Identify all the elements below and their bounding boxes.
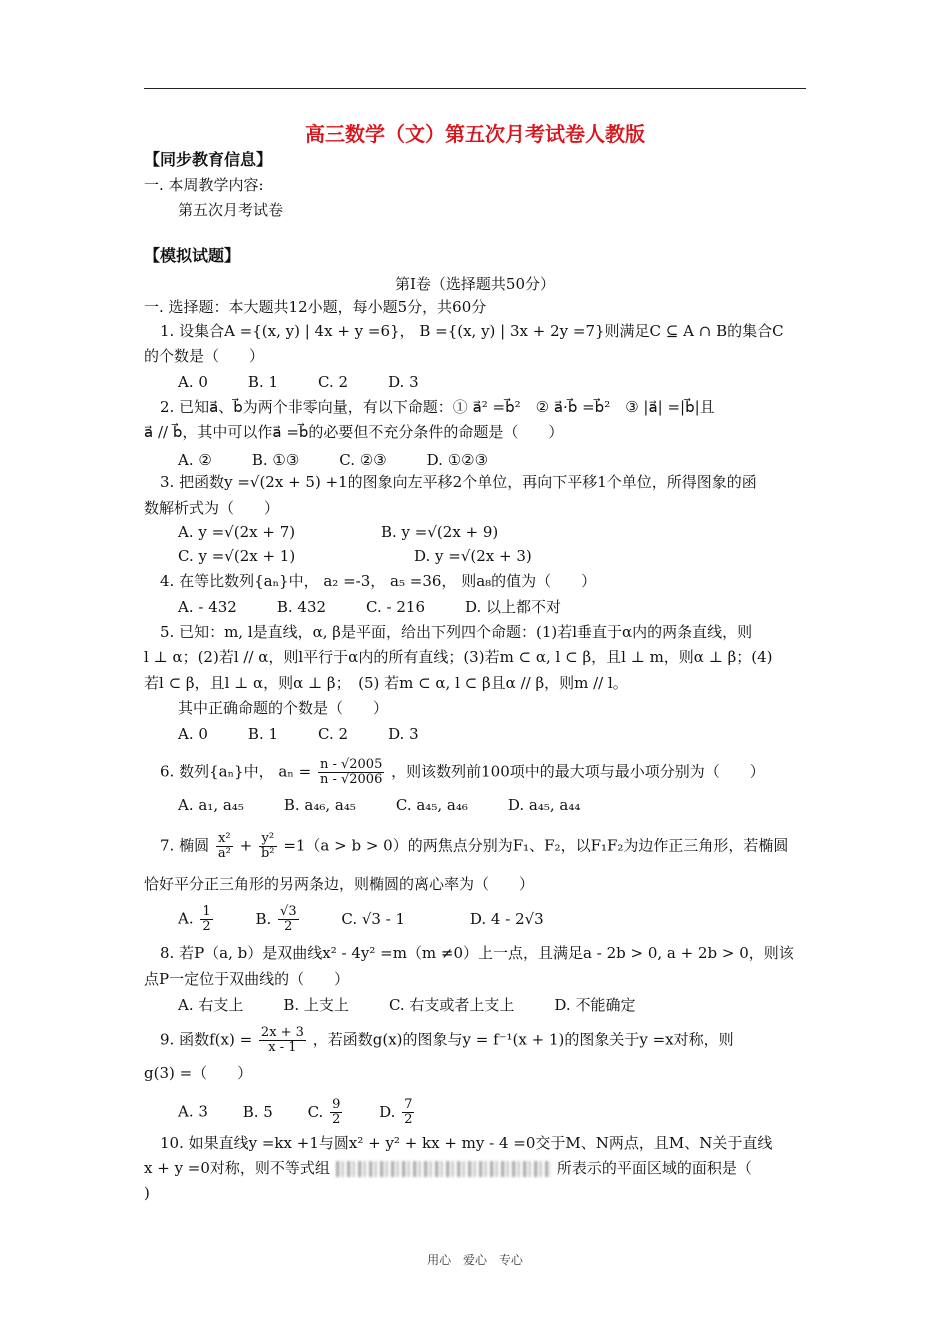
- question-1-line-1: 1. 设集合A ={(x, y) | 4x + y =6}， B ={(x, y) | 3x + 2y =7}则满足C ⊆ A ∩ B的集合C: [160, 322, 784, 340]
- question-6-line-1: 6. 数列{aₙ}中， aₙ = $\frac{n - √2005}{n - √2006}$ ，则该数列前100项中的最大项与最小项分别为（ ）: [160, 757, 765, 787]
- question-9-line-2: g(3) =（ ）: [144, 1064, 253, 1082]
- option-c: C. 2: [318, 373, 349, 391]
- option-a: A. 右支上: [178, 996, 244, 1014]
- option-c: C. - 216: [366, 598, 425, 616]
- question-7-line-2: 恰好平分正三角形的另两条边，则椭圆的离心率为（ ）: [144, 875, 535, 893]
- option-d: D. 3: [388, 373, 419, 391]
- fraction: $\frac{\text{x²}}{\text{a²}}$: [217, 831, 231, 861]
- content-text: 第五次月考试卷: [178, 201, 284, 219]
- question-6-options: [178, 795, 620, 815]
- question-7-options: A. $\frac{1}{2}$ B. $\frac{√3}{2}$ C. √3 - 1 D. 4 - 2√3: [178, 904, 544, 934]
- choice-intro: 一. 选择题：本大题共12小题，每小题5分，共60分: [144, 298, 487, 316]
- fraction: $\frac{7}{2}$: [404, 1097, 413, 1127]
- content-item: 一. 本周教学内容:: [144, 176, 264, 194]
- question-9-line-1: 9. 函数f(x) = $\frac{2x + 3}{x - 1}$ ，若函数g(x)的图象与y = f⁻¹(x + 1)的图象关于y =x对称，则: [160, 1025, 734, 1055]
- fraction: $\frac{n - √2005}{n - √2006}$: [319, 757, 383, 787]
- fraction: $\frac{2x + 3}{x - 1}$: [260, 1025, 304, 1055]
- option-b: B. 1: [247, 725, 279, 743]
- option-b: B. 432: [276, 598, 327, 616]
- sync-info-header: 【同步教育信息】: [144, 150, 273, 169]
- option-d: D. a₄₅, a₄₄: [507, 796, 581, 814]
- question-8-line-2: 点P一定位于双曲线的（ ）: [144, 970, 350, 988]
- fraction: $\frac{\text{y²}}{\text{b²}}$: [260, 831, 275, 861]
- option-c: C. a₄₅, a₄₆: [395, 796, 468, 814]
- question-9-options: A. 3 B. 5 C. $\frac{9}{2}$ D. $\frac{7}{2}$: [178, 1097, 413, 1127]
- question-3-option-b: B. y =√(2x + 9): [381, 523, 499, 541]
- question-2-options: [178, 450, 528, 470]
- page-title: 高三数学（文）第五次月考试卷人教版: [305, 122, 645, 146]
- option-b: B. 上支上: [283, 996, 349, 1014]
- question-3-line-1: 3. 把函数y =√(2x + 5) +1的图象向左平移2个单位，再向下平移1个单位，所得图象的函: [160, 473, 757, 491]
- option-d: D. ①②③: [426, 451, 489, 469]
- question-5-line-1: 5. 已知：m, l是直线，α, β是平面，给出下列四个命题：(1)若l垂直于α内的两条直线，则: [160, 623, 753, 641]
- option-a: A. 0: [178, 373, 208, 391]
- question-10-line-3: ): [144, 1184, 150, 1202]
- question-10-line-1: 10. 如果直线y =kx +1与圆x² + y² + kx + my - 4 =0交于M、N两点，且M、N关于直线: [160, 1134, 773, 1152]
- question-3-option-d: D. y =√(2x + 3): [414, 547, 532, 565]
- question-5-line-2: l ⊥ α；(2)若l // α，则l平行于α内的所有直线；(3)若m ⊂ α, l ⊂ β，且l ⊥ m，则α ⊥ β；(4): [144, 648, 773, 666]
- option-d: D. 以上都不对: [465, 598, 562, 616]
- question-3-line-2: 数解析式为（ ）: [144, 499, 280, 517]
- question-1-line-2: 的个数是（ ）: [144, 347, 265, 365]
- option-c: C. ②③: [339, 451, 387, 469]
- mock-test-header: 【模拟试题】: [144, 246, 241, 265]
- question-5-options: [178, 724, 459, 744]
- question-2-line-2: a⃗ // b⃗，其中可以作a⃗ =b⃗的必要但不充分条件的命题是（ ）: [144, 423, 564, 441]
- option-c: C. 右支或者上支上: [388, 996, 515, 1014]
- question-5-line-4: 其中正确命题的个数是（ ）: [178, 699, 389, 717]
- option-a: A. - 432: [178, 598, 237, 616]
- question-3-option-a: A. y =√(2x + 7): [178, 523, 296, 541]
- footer-item: 用心: [427, 1253, 452, 1267]
- question-4-line-1: 4. 在等比数列{aₙ}中， a₂ =-3， a₅ =36， 则a₈的值为（ ）: [160, 572, 597, 590]
- question-2-line-1: 2. 已知a⃗、b⃗为两个非零向量，有以下命题：① a⃗² =b⃗² ② a⃗·b⃗ =b⃗² ③ |a⃗| =|b⃗|且: [160, 398, 715, 416]
- question-10-line-2: x + y =0对称，则不等式组 所表示的平面区域的面积是（: [144, 1159, 752, 1177]
- fraction: $\frac{√3}{2}$: [280, 904, 297, 934]
- part-title: 第Ⅰ卷（选择题共50分）: [394, 275, 555, 293]
- option-a: A. 0: [178, 725, 208, 743]
- footer-item: 爱心: [462, 1253, 487, 1267]
- option-d: D. 3: [388, 725, 419, 743]
- option-d: D. 不能确定: [554, 996, 636, 1014]
- footer-item: 专心: [498, 1253, 523, 1267]
- option-b: B. a₄₆, a₄₅: [283, 796, 356, 814]
- option-c: C. 2: [318, 725, 349, 743]
- fraction: $\frac{1}{2}$: [202, 904, 211, 934]
- question-1-options: [178, 372, 459, 392]
- question-5-line-3: 若l ⊂ β，且l ⊥ α，则α ⊥ β； (5) 若m ⊂ α, l ⊂ β且α // β，则m // l。: [144, 674, 628, 692]
- option-a: A. ②: [178, 451, 212, 469]
- question-7-line-1: 7. 椭圆 $\frac{\text{x²}}{\text{a²}}$ + $\frac{\text{y²}}{\text{b²}}$ =1（a > b > 0）的两焦点分别为F₁、F₂，以F₁F₂为边作正三角形，若椭圆: [160, 831, 789, 861]
- option-a: A. a₁, a₄₅: [178, 796, 244, 814]
- question-3-option-c: C. y =√(2x + 1): [178, 547, 296, 565]
- inequality-system-image: [336, 1161, 551, 1177]
- question-8-line-1: 8. 若P（a, b）是双曲线x² - 4y² =m（m ≠0）上一点，且满足a - 2b > 0, a + 2b > 0，则该: [160, 944, 794, 962]
- option-b: B. 1: [247, 373, 279, 391]
- question-8-options: [178, 995, 675, 1015]
- header-rule: [144, 88, 806, 89]
- question-4-options: [178, 597, 601, 617]
- option-b: B. ①③: [251, 451, 300, 469]
- page-footer: [0, 1251, 950, 1268]
- fraction: $\frac{9}{2}$: [332, 1097, 341, 1127]
